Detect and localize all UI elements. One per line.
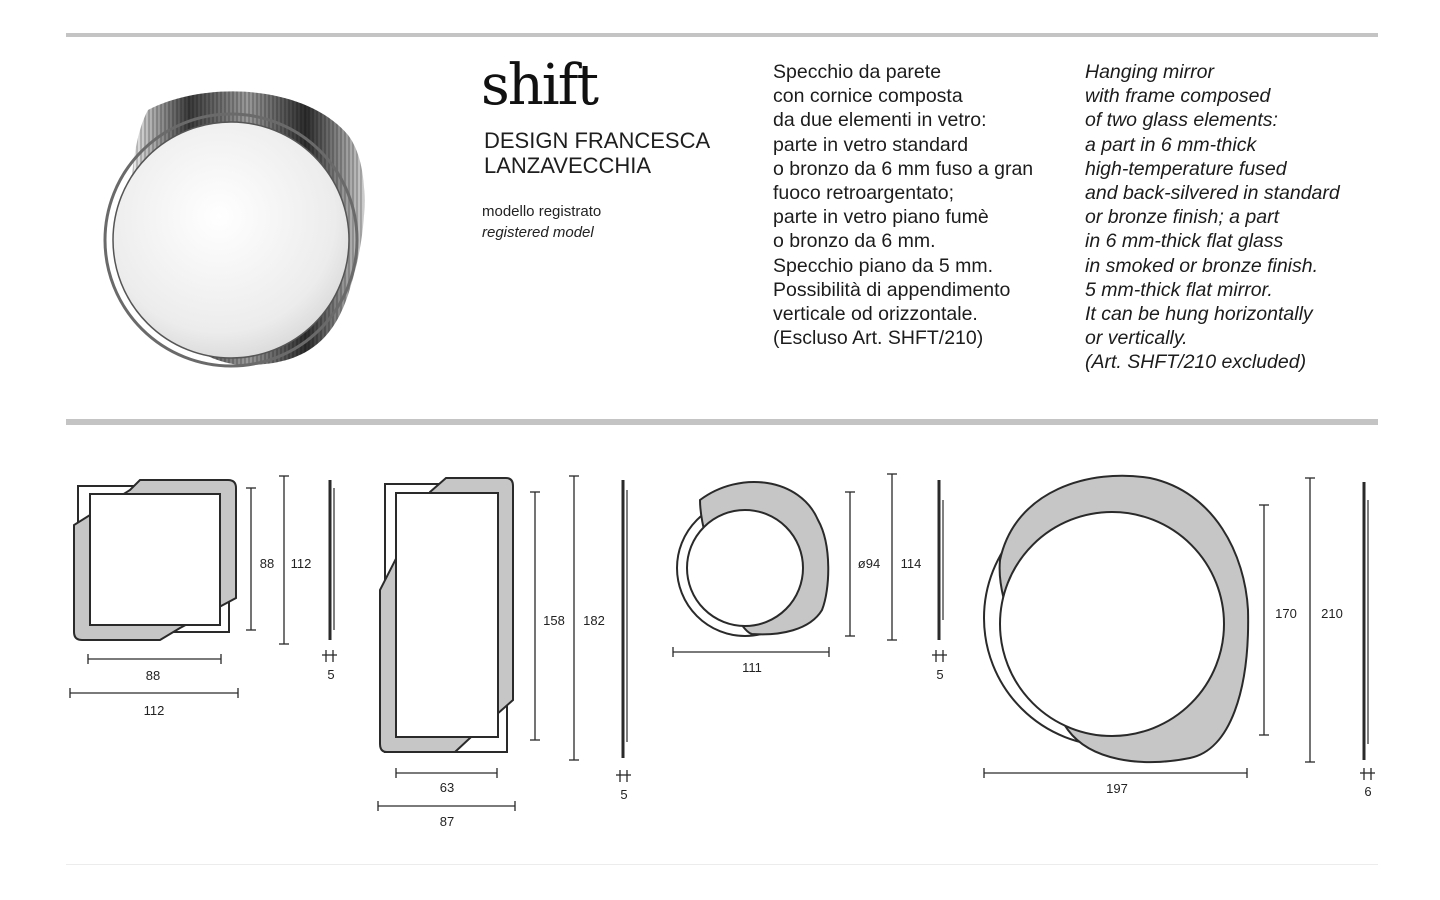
desc-en-line: in 6 mm-thick flat glass [1085,230,1284,253]
desc-it-line: o bronzo da 6 mm fuso a gran [773,157,1034,180]
desc-it-line: verticale od orizzontale. [773,303,978,326]
desc-en-line: a part in 6 mm-thick [1085,133,1257,156]
bottom-divider [66,864,1378,865]
product-title: shift [481,53,597,118]
small-round-mirror-drawing [677,482,828,636]
desc-it-line: parte in vetro piano fumè [773,206,989,229]
rectangular-depth-label: 5 [620,787,628,802]
desc-en-line: in smoked or bronze finish. [1085,254,1319,277]
small-round-total-height-label: 114 [900,556,922,571]
rectangular-mirror-drawing [380,478,513,752]
desc-en-line: Hanging mirror [1085,61,1214,83]
rectangular-total-width-label: 87 [439,814,455,829]
desc-it-line: fuoco retroargentato; [773,182,955,205]
desc-en-line: high-temperature fused [1085,157,1287,180]
small-round-depth-label: 5 [936,667,944,682]
large-round-mirror-height-label: 170 [1275,606,1297,621]
square-depth-label: 5 [327,667,335,682]
designer-line-1: DESIGN FRANCESCA [484,128,711,153]
desc-en-line: or bronze finish; a part [1085,206,1280,229]
desc-it-line: Specchio da parete [773,61,942,83]
large-round-total-width-label: 197 [1106,781,1128,796]
desc-it-line: o bronzo da 6 mm. [773,230,936,253]
desc-en-line: 5 mm-thick flat mirror. [1085,278,1273,301]
desc-en-line: (Art. SHFT/210 excluded) [1085,351,1307,374]
desc-it-line: Possibilità di appendimento [773,278,1011,301]
square-mirror-width-label: 88 [145,668,161,683]
large-round-depth-label: 6 [1364,784,1372,799]
square-side-profile [330,480,334,640]
large-round-mirror-drawing [984,476,1248,762]
square-mirror-height-label: 88 [259,556,275,571]
desc-en-line: with frame composed [1085,85,1271,108]
desc-it-line: parte in vetro standard [773,133,969,156]
desc-en-line: and back-silvered in standard [1085,182,1340,205]
designer-line-2: LANZAVECCHIA [484,153,652,178]
desc-it-line: (Escluso Art. SHFT/210) [773,327,984,350]
square-total-height-label: 112 [290,556,312,571]
rectangular-total-height-label: 182 [583,613,605,628]
registered-en: registered model [482,224,594,241]
small-round-side-profile [939,480,943,640]
small-round-diameter-label: ø94 [857,556,881,571]
rectangular-mirror-height-label: 158 [543,613,565,628]
desc-it-line: con cornice composta [773,85,963,108]
desc-it-line: da due elementi in vetro: [773,109,987,132]
rectangular-side-profile [623,480,627,758]
registered-it: modello registrato [482,203,602,220]
large-round-side-profile [1364,482,1368,760]
large-round-total-height-label: 210 [1321,606,1343,621]
square-mirror-drawing [74,480,236,640]
desc-en-line: It can be hung horizontally [1085,303,1313,326]
desc-en-line: of two glass elements: [1085,109,1278,132]
square-total-width-label: 112 [143,703,165,718]
desc-en-line: or vertically. [1085,327,1188,350]
small-round-total-width-label: 111 [742,660,762,675]
desc-it-line: Specchio piano da 5 mm. [773,254,994,277]
rectangular-mirror-width-label: 63 [439,780,455,795]
